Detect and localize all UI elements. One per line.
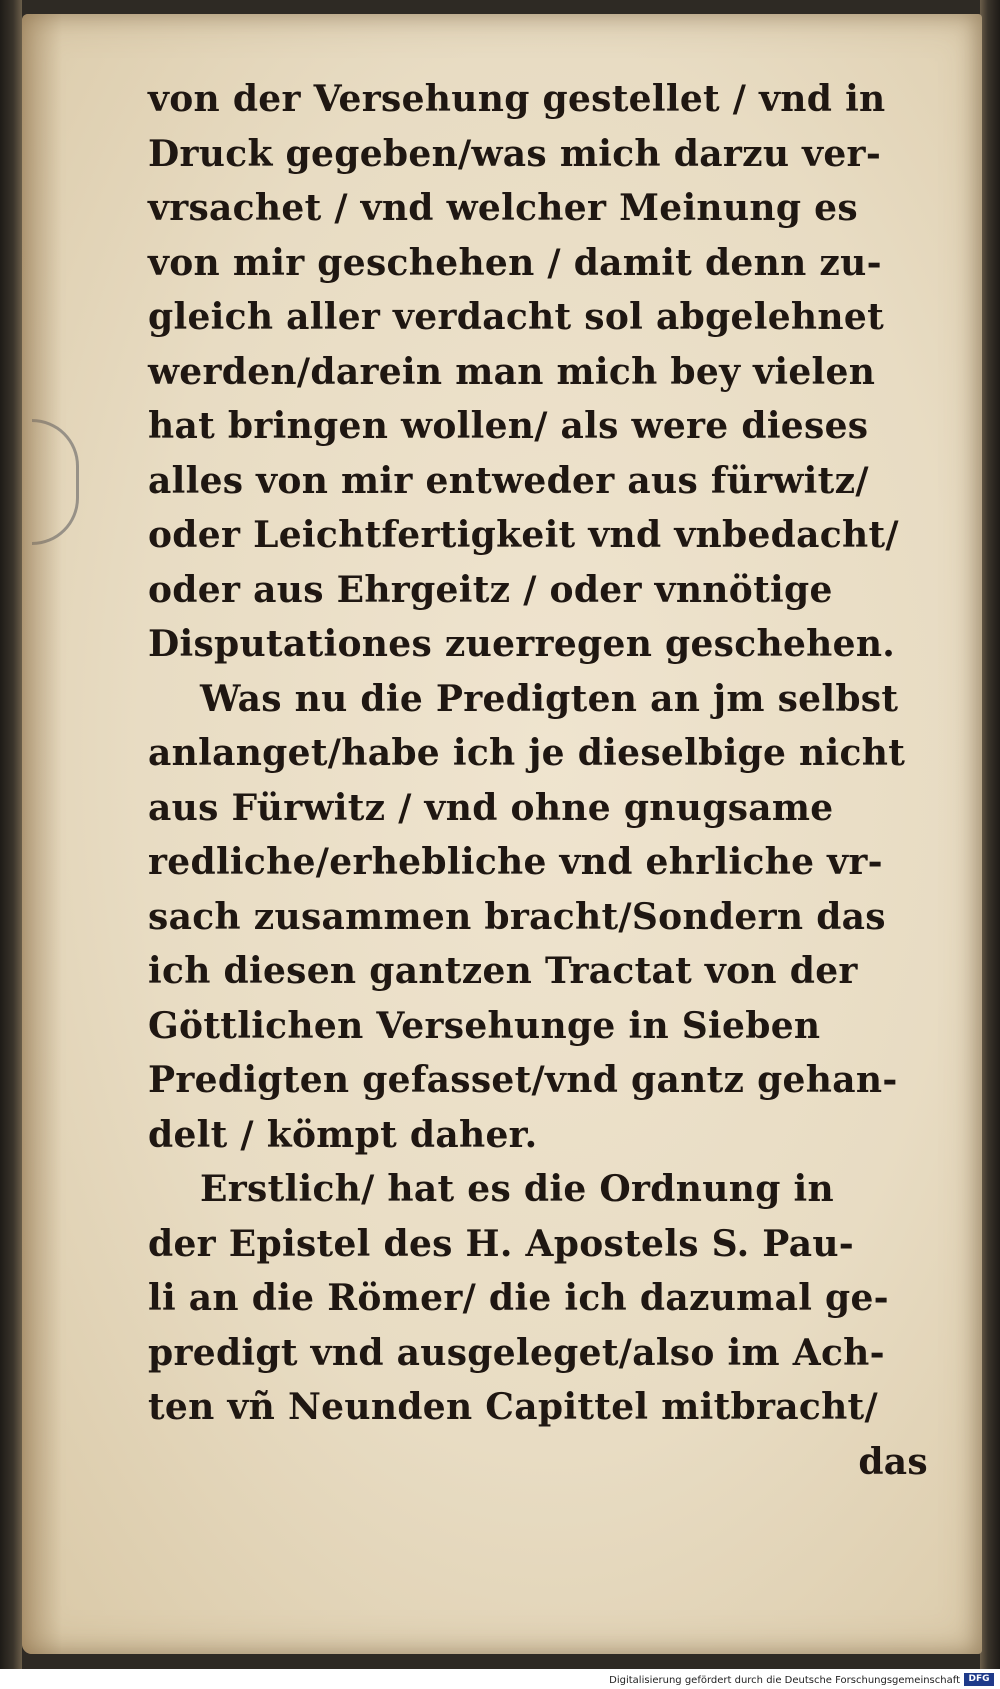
text-line: oder aus Ehrgeitz / oder vnnötige [148, 568, 833, 611]
text-line: Was nu die Predigten an jm selbst [200, 677, 899, 720]
text-line: hat bringen wollen/ als were dieses [148, 405, 869, 447]
text-line: oder Leichtfertigkeit vnd vnbedacht/ [148, 514, 899, 556]
text-line: sach zusammen bracht/Sondern das [148, 895, 886, 938]
book-edge-right [980, 0, 1000, 1689]
text-line: ten vñ Neunden Capittel mitbracht/ [148, 1386, 878, 1428]
text-line: li an die Römer/ die ich dazumal ge- [148, 1277, 889, 1319]
text-line: anlanget/habe ich je dieselbige nicht [148, 732, 906, 774]
text-line: Erstlich/ hat es die Ordnung in [200, 1168, 834, 1210]
text-line: ich diesen gantzen Tractat von der [148, 950, 858, 992]
text-line: aus Fürwitz / vnd ohne gnugsame [148, 786, 834, 829]
page-text [148, 72, 938, 1489]
text-line: Göttlichen Versehunge in Sieben [148, 1004, 821, 1047]
page-clip [32, 419, 79, 545]
text-line: predigt vnd ausgeleget/also im Ach- [148, 1331, 885, 1374]
dfg-logo: DFG [964, 1673, 994, 1686]
text-line: vrsachet / vnd welcher Meinung es [148, 187, 858, 229]
text-line: alles von mir entweder aus fürwitz/ [148, 459, 869, 502]
text-line: von der Versehung gestellet / vnd in [148, 78, 886, 120]
text-line: der Epistel des H. Apostels S. Pau- [148, 1222, 855, 1265]
text-line: werden/darein man mich bey vielen [148, 350, 876, 393]
text-line: gleich aller verdacht sol abgelehnet [148, 296, 885, 338]
text-line: Disputationes zuerregen geschehen. [148, 623, 896, 665]
text-line: redliche/erhebliche vnd ehrliche vr- [148, 841, 883, 883]
footer-bar [0, 1669, 1000, 1689]
text-line: delt / kömpt daher. [148, 1113, 538, 1156]
text-line: von mir geschehen / damit denn zu- [148, 241, 882, 284]
funding-credit: Digitalisierung gefördert durch die Deutsche Forschungsgemeinschaft [609, 1675, 960, 1686]
book-binding-left [0, 0, 22, 1689]
text-line: Druck gegeben/was mich darzu ver- [148, 132, 882, 175]
catchword: das [858, 1440, 928, 1483]
text-line: Predigten gefasset/vnd gantz gehan- [148, 1059, 898, 1101]
